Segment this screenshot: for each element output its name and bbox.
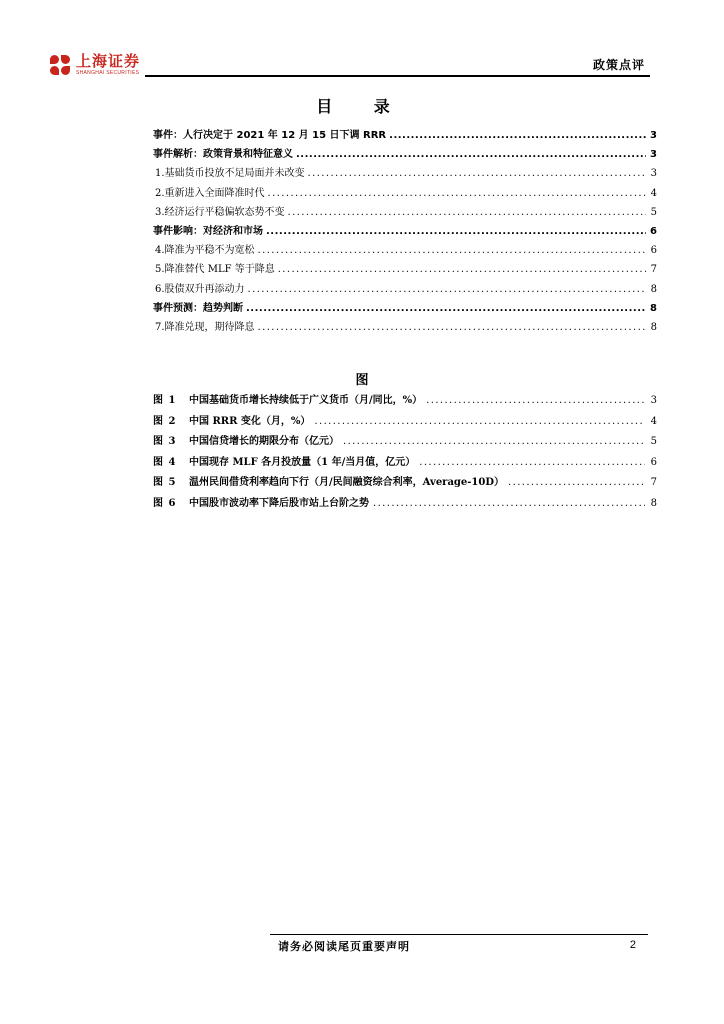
figure-entry-label: 中国股市波动率下降后股市站上台阶之势	[189, 497, 369, 509]
figure-entry-number: 图 4	[153, 456, 177, 468]
toc-entry[interactable]	[153, 260, 657, 279]
figure-list-title: 图	[355, 373, 369, 388]
figure-entry-page: 6	[650, 456, 657, 468]
toc-entry-page: 4	[650, 187, 657, 199]
toc-entry[interactable]	[153, 184, 657, 203]
figure-entry-label: 中国现存 MLF 各月投放量（1 年/当月值，亿元）	[189, 456, 416, 468]
report-type-label: 政策点评	[592, 58, 645, 72]
dot-leader	[389, 130, 646, 141]
toc-title: 目 录	[316, 97, 408, 116]
figure-list	[153, 391, 657, 515]
toc-entry-text: 1.基础货币投放不足局面并未改变	[155, 168, 305, 180]
toc-entry-page: 3	[650, 149, 657, 161]
page-footer	[270, 934, 648, 953]
figure-entry-page: 7	[650, 477, 657, 489]
toc-entry-text: 事件影响：对经济和市场	[153, 225, 263, 237]
figure-entry-page: 8	[650, 497, 657, 509]
toc-entry-text: 4.降准为平稳不为宽松	[155, 245, 255, 257]
figure-entry-label: 中国基础货币增长持续低于广义货币（月/同比，%）	[189, 395, 423, 406]
figure-entry[interactable]	[153, 453, 657, 474]
toc-entry[interactable]	[153, 145, 657, 164]
toc-entry[interactable]	[153, 222, 657, 241]
toc-entry-page: 8	[650, 302, 657, 314]
dot-leader	[296, 149, 646, 160]
toc-entry[interactable]	[153, 318, 657, 337]
figure-entry-page: 5	[650, 436, 657, 448]
toc-entry-text: 事件预测：趋势判断	[153, 302, 243, 314]
toc-entry-page: 7	[650, 264, 657, 276]
figure-entry[interactable]	[153, 473, 657, 494]
figure-entry-number: 图 2	[153, 415, 177, 427]
page-number: 2	[629, 939, 636, 951]
dot-leader	[426, 395, 645, 406]
toc-entry[interactable]	[153, 203, 657, 222]
disclaimer-note: 请务必阅读尾页重要声明	[278, 940, 410, 953]
toc-entry-text: 2.重新进入全面降准时代	[155, 187, 265, 199]
dot-leader	[266, 226, 646, 237]
figure-entry-number: 图 1	[153, 395, 177, 406]
toc-entry-page: 3	[650, 130, 657, 141]
figure-entry-number: 图 3	[153, 436, 177, 448]
figure-entry[interactable]	[153, 412, 657, 433]
toc-entry-page: 8	[650, 321, 657, 333]
toc-entry[interactable]	[153, 299, 657, 318]
toc-entry-text: 6.股债双升再添动力	[155, 283, 245, 295]
header-divider	[145, 75, 650, 77]
page-header	[50, 50, 650, 80]
figure-entry-page: 4	[650, 415, 657, 427]
toc-entry-text: 7.降准兑现，期待降息	[155, 321, 255, 333]
dot-leader	[314, 416, 645, 427]
dot-leader	[248, 284, 646, 295]
dot-leader	[268, 188, 646, 199]
dot-leader	[246, 303, 646, 314]
toc-entry-page: 6	[650, 225, 657, 237]
logo-text-en: SHANGHAI SECURITIES	[76, 70, 140, 76]
figure-entry[interactable]	[153, 494, 657, 515]
dot-leader	[258, 322, 646, 333]
toc-entry-text: 事件解析：政策背景和特征意义	[153, 149, 293, 161]
figure-entry-page: 3	[650, 395, 657, 406]
toc-entry[interactable]	[153, 164, 657, 183]
toc-entry[interactable]	[153, 126, 657, 145]
logo-text-cn: 上海证券	[76, 52, 141, 70]
dot-leader	[343, 436, 645, 447]
figure-entry-number: 图 5	[153, 477, 177, 489]
footer-divider	[270, 934, 648, 935]
figure-entry-label: 中国信贷增长的期限分布（亿元）	[189, 436, 339, 448]
dot-leader	[258, 245, 646, 256]
table-of-contents	[153, 126, 657, 337]
dot-leader	[278, 264, 646, 275]
toc-entry-text: 事件：人行决定于 2021 年 12 月 15 日下调 RRR	[153, 130, 387, 141]
figure-entry[interactable]	[153, 391, 657, 412]
figure-entry-number: 图 6	[153, 497, 177, 509]
company-logo	[50, 54, 140, 76]
figure-entry-label: 中国 RRR 变化（月，%）	[189, 415, 311, 427]
toc-entry-text: 3.经济运行平稳偏软态势不变	[155, 206, 285, 218]
toc-entry-page: 5	[650, 206, 657, 218]
toc-entry-text: 5.降准替代 MLF 等于降息	[155, 264, 275, 276]
toc-entry[interactable]	[153, 241, 657, 260]
figure-entry-label: 温州民间借贷利率趋向下行（月/民间融资综合利率，Average-10D）	[189, 477, 505, 489]
dot-leader	[288, 207, 646, 218]
dot-leader	[373, 498, 645, 509]
toc-entry-page: 6	[650, 245, 657, 257]
dot-leader	[508, 477, 645, 488]
logo-mark-icon	[50, 55, 70, 75]
toc-entry-page: 8	[650, 283, 657, 295]
dot-leader	[419, 457, 645, 468]
figure-entry[interactable]	[153, 432, 657, 453]
toc-entry[interactable]	[153, 280, 657, 299]
dot-leader	[308, 168, 646, 179]
toc-entry-page: 3	[650, 168, 657, 180]
